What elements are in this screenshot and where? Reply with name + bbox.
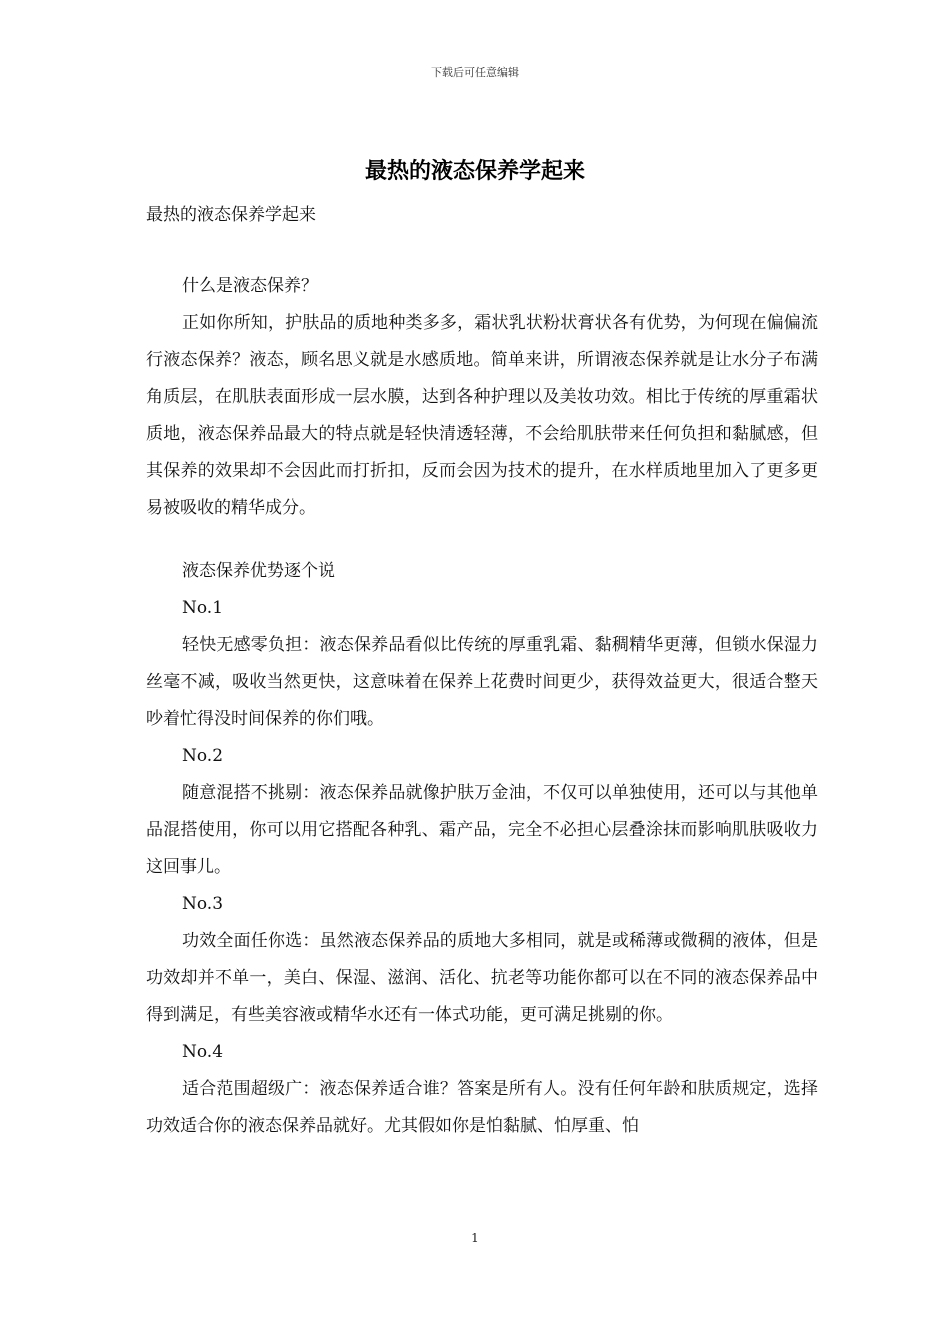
item-number-2: No.2 — [182, 746, 224, 766]
advantage-paragraph-2: 随意混搭不挑剔：液态保养品就像护肤万金油，不仅可以单独使用，还可以与其他单品混搭使用，你可以用它搭配各种乳、霜产品，完全不必担心层叠涂抹而影响肌肤吸收力这回事儿。 — [146, 783, 818, 877]
document-title: 最热的液态保养学起来 — [364, 158, 585, 184]
advantage-paragraph-3: 功效全面任你选：虽然液态保养品的质地大多相同，就是或稀薄或微稠的液体，但是功效却并不单一，美白、保湿、滋润、活化、抗老等功能你都可以在不同的液态保养品中得到满足，有些美容液或精华水还有一体式功能，更可满足挑剔的你。 — [146, 931, 818, 1025]
header-note: 下载后可任意编辑 — [431, 66, 519, 79]
spacer — [146, 230, 818, 268]
advantage-paragraph-1: 轻快无感零负担：液态保养品看似比传统的厚重乳霜、黏稠精华更薄，但锁水保湿力丝毫不减，吸收当然更快，这意味着在保养上花费时间更少，获得效益更大，很适合整天吵着忙得没时间保养的你们哦。 — [146, 635, 818, 729]
document-subtitle: 最热的液态保养学起来 — [146, 205, 316, 225]
section-heading-what-is: 什么是液态保养？ — [182, 276, 318, 296]
page-number: 1 — [471, 1231, 479, 1245]
item-number-3: No.3 — [182, 894, 224, 914]
advantage-paragraph-4: 适合范围超级广：液态保养适合谁？答案是所有人。没有任何年龄和肤质规定，选择功效适合你的液态保养品就好。尤其假如你是怕黏腻、怕厚重、怕 — [146, 1079, 818, 1136]
intro-paragraph: 正如你所知，护肤品的质地种类多多，霜状乳状粉状膏状各有优势，为何现在偏偏流行液态保养？液态，顾名思义就是水感质地。简单来讲，所谓液态保养就是让水分子布满角质层，在肌肤表面形成一层水膜，达到各种护理以及美妆功效。相比于传统的厚重霜状质地，液态保养品最大的特点就是轻快清透轻薄，不会给肌肤带来任何负担和黏腻感，但其保养的效果却不会因此而打折扣，反而会因为技术的提升，在水样质地里加入了更多更易被吸收的精华成分。 — [146, 313, 818, 518]
section-heading-advantages: 液态保养优势逐个说 — [182, 561, 335, 581]
item-number-1: No.1 — [182, 598, 224, 618]
item-number-4: No.4 — [182, 1042, 224, 1062]
document-body — [146, 200, 818, 1145]
spacer — [146, 527, 818, 553]
